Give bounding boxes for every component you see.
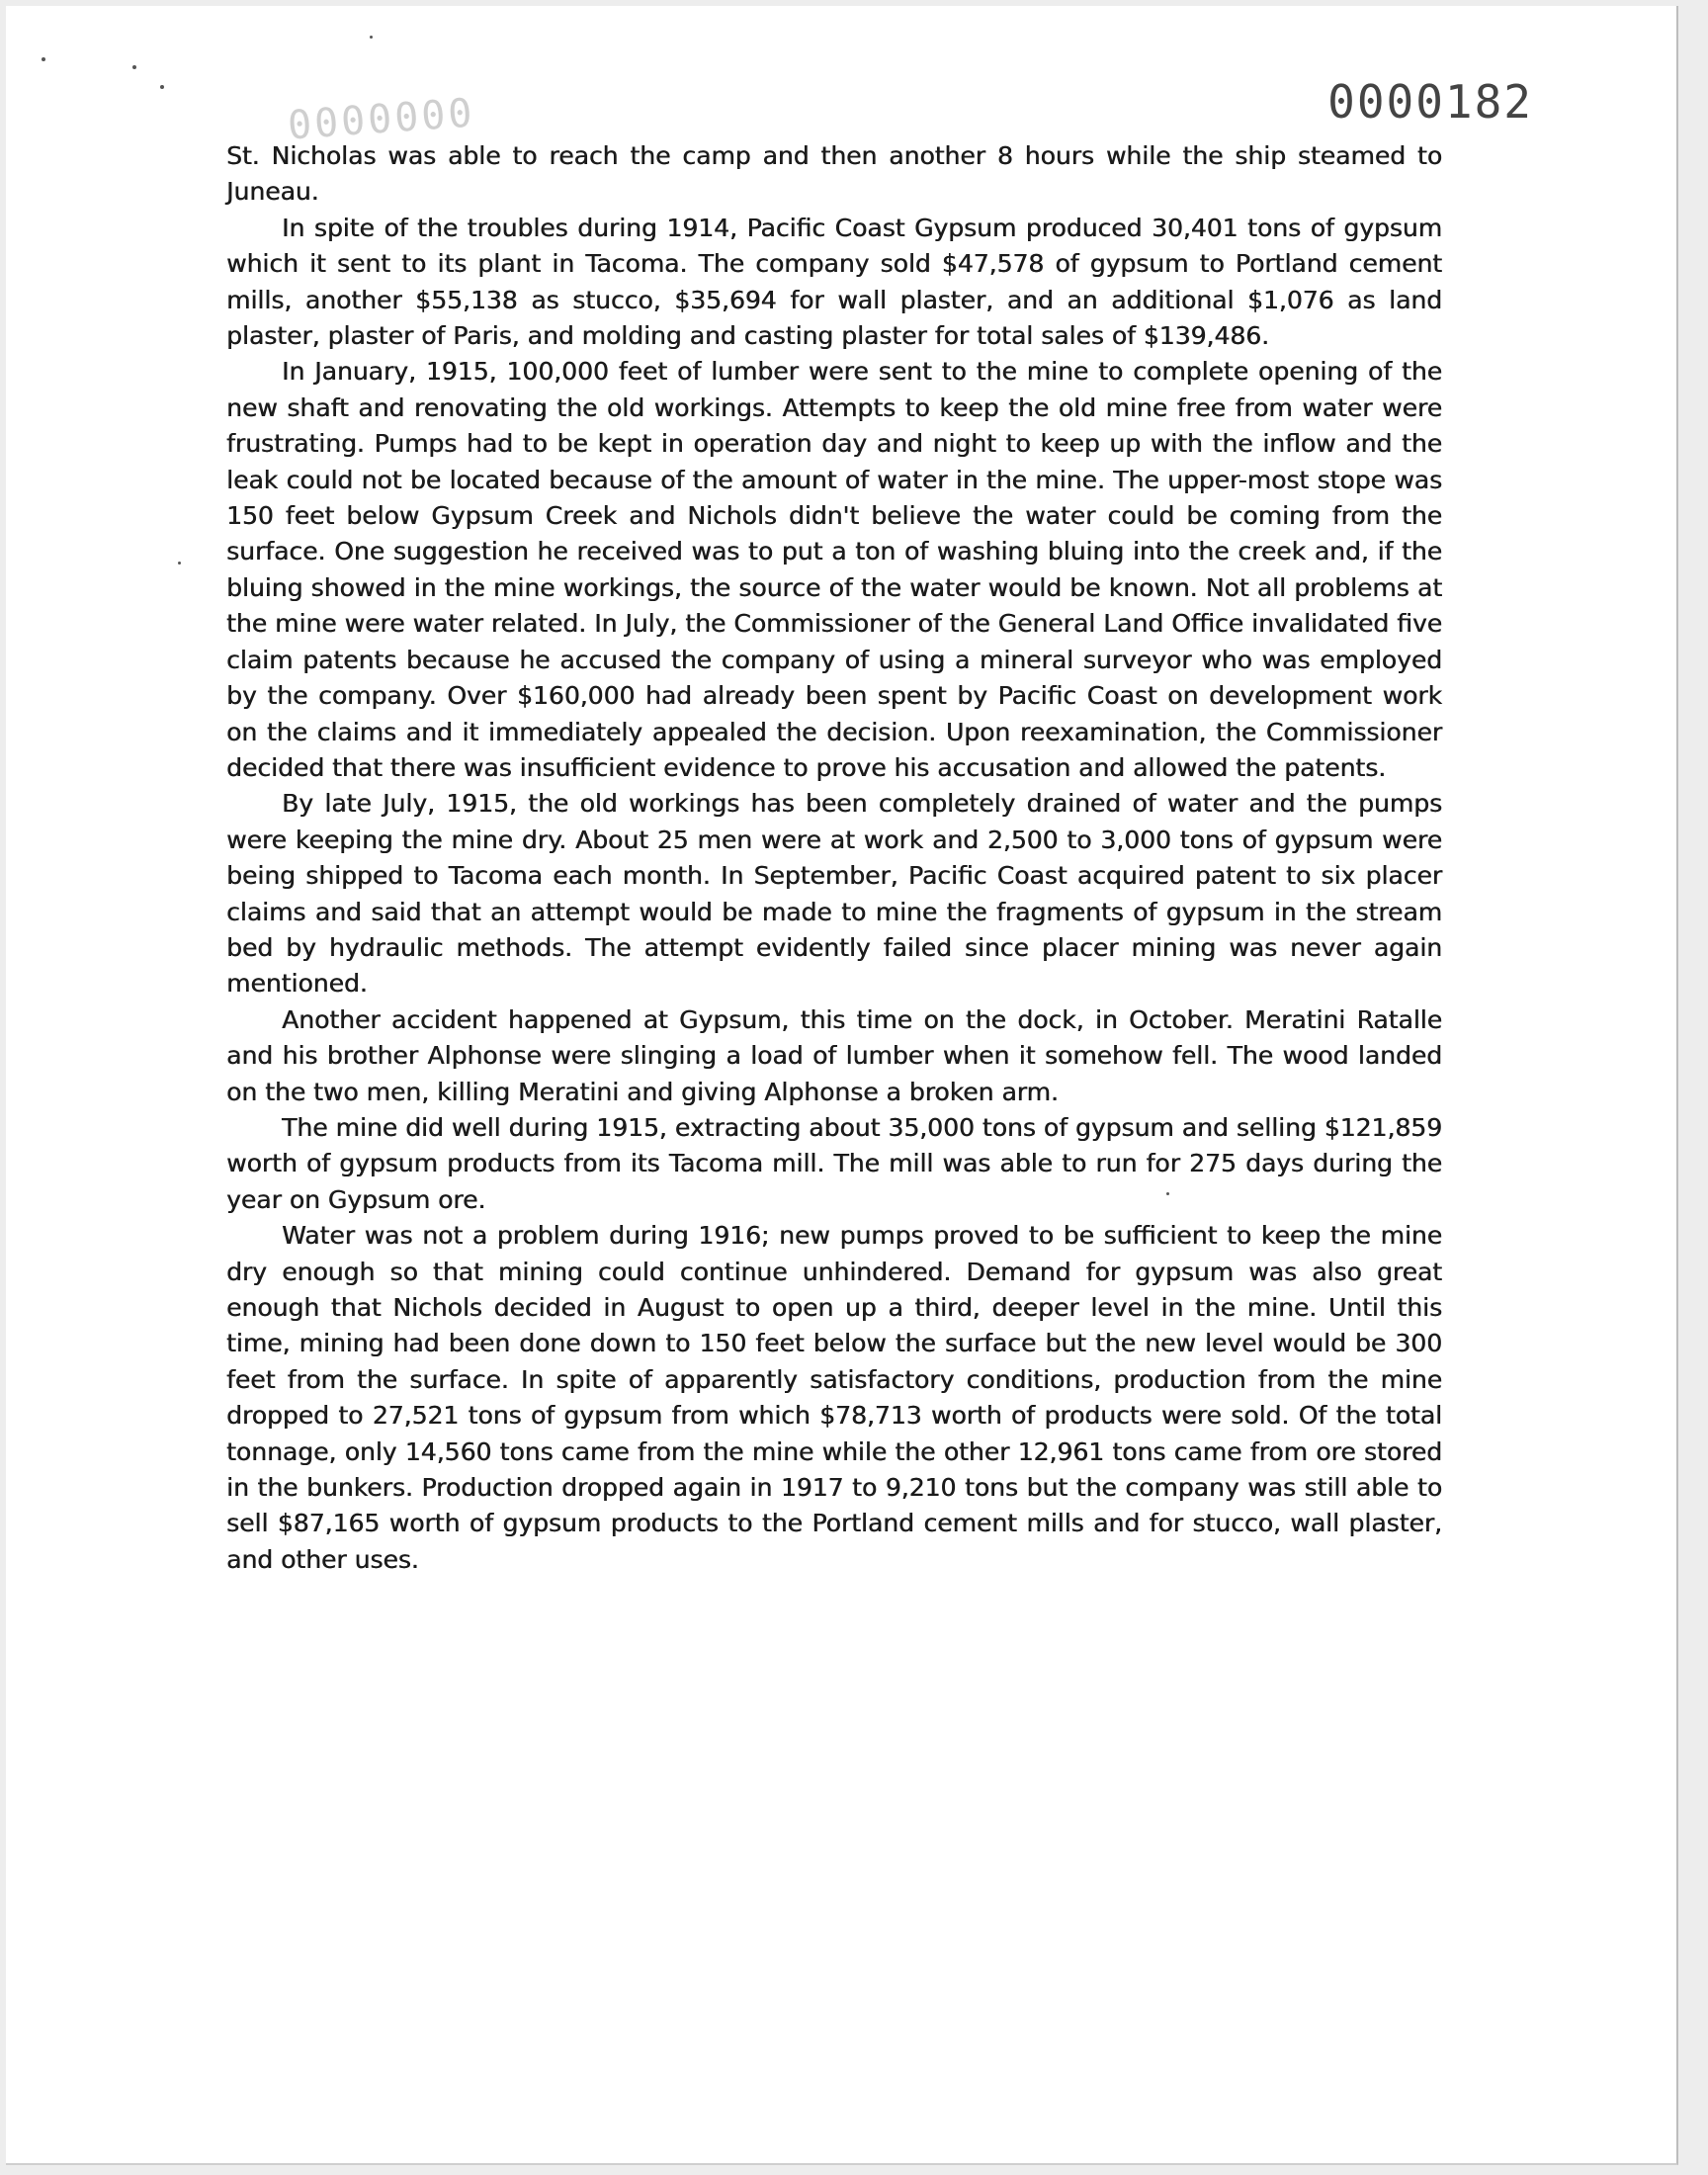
paragraph: In spite of the troubles during 1914, Pacific Coast Gypsum produced 30,401 tons of gypsum which it sent to its plant in Tacoma. The company sold $47,578 of gypsum to Portland cement mills, another $55,138 as stucco, $35,694 for wall plaster, and an additional $1,076 as land plaster, plaster of Paris, and molding and casting plaster for total sales of $139,486. [226,213,1442,351]
scan-speck [132,65,136,69]
scan-speck [178,562,181,565]
ghost-page-number: 0000000 [286,90,476,149]
paragraph: St. Nicholas was able to reach the camp and then another 8 hours while the ship steamed to Juneau. [226,141,1442,207]
paragraph: Water was not a problem during 1916; new pumps proved to be sufficient to keep the mine dry enough so that mining could continue unhindered. Demand for gypsum was also great enough that Nichols decided in August to open up a third, deeper level in the mine. Until this time, mining had been done down to 150 feet below the surface but the new level would be 300 feet from the surface. In spite of apparently satisfactory conditions, production from the mine dropped to 27,521 tons of gypsum from which $78,713 worth of products were sold. Of the total tonnage, only 14,560 tons came from the mine while the other 12,961 tons came from ore stored in the bunkers. Production dropped again in 1917 to 9,210 tons but the company was still able to sell $87,165 worth of gypsum products to the Portland cement mills and for stucco, wall plaster, and other uses. [226,1221,1442,1574]
page-number: 0000182 [1327,75,1533,129]
paper-sheet [6,6,1678,2165]
paragraph: By late July, 1915, the old workings has been completely drained of water and the pumps were keeping the mine dry. About 25 men were at work and 2,500 to 3,000 tons of gypsum were being shipped to Tacoma each month. In September, Pacific Coast acquired patent to six placer claims and said that an attempt would be made to mine the fragments of gypsum in the stream bed by hydraulic methods. The attempt evidently failed since placer mining was never again mentioned. [226,789,1442,999]
paragraph: The mine did well during 1915, extracting about 35,000 tons of gypsum and selling $121,859 worth of gypsum products from its Tacoma mill. The mill was able to run for 275 days during the year on Gypsum ore. [226,1112,1442,1214]
paragraph: Another accident happened at Gypsum, this time on the dock, in October. Meratini Ratalle and his brother Alphonse were slinging a load of lumber when it somehow fell. The wood landed on the two men, killing Meratini and giving Alphonse a broken arm. [226,1004,1442,1106]
scan-speck [370,36,373,39]
scan-speck [160,85,164,89]
scan-speck [42,57,45,61]
paragraph: In January, 1915, 100,000 feet of lumber were sent to the mine to complete opening of the new shaft and renovating the old workings. Attempts to keep the old mine free from water were frustrating. Pumps had to be kept in operation day and night to keep up with the inflow and the leak could not be located because of the amount of water in the mine. The upper-most stope was 150 feet below Gypsum Creek and Nichols didn't believe the water could be coming from the surface. One suggestion he received was to put a ton of washing bluing into the creek and, if the bluing showed in the mine workings, the source of the water would be known. Not all problems at the mine were water related. In July, the Commissioner of the General Land Office invalidated five claim patents because he accused the company of using a mineral surveyor who was employed by the company. Over $160,000 had already been spent by Pacific Coast on development work on the claims and it immediately appealed the decision. Upon reexamination, the Commissioner decided that there was insufficient evidence to prove his accusation and allowed the patents. [226,357,1442,782]
body-text [226,138,1442,1578]
